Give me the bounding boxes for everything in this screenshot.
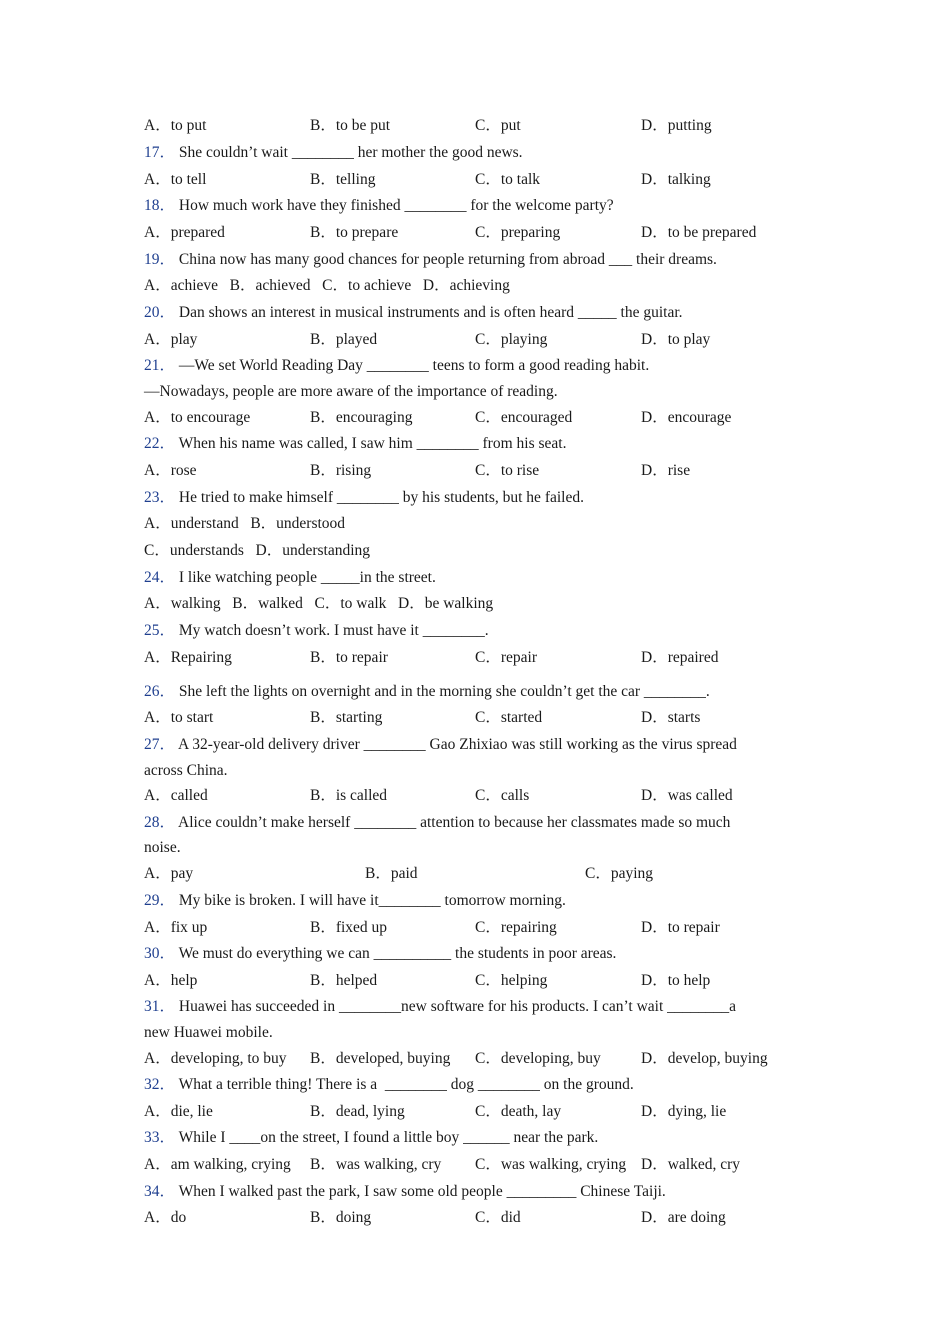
q29-option-a: A．fix up: [144, 919, 208, 936]
q33-option-a: A．am walking, crying: [144, 1156, 291, 1173]
q24-text: I like watching people _____in the street.: [175, 569, 436, 586]
q23-text: He tried to make himself ________ by his students, but he failed.: [175, 489, 584, 506]
q18-option-c: C．preparing: [475, 224, 561, 241]
q34-question: [144, 1182, 666, 1202]
q30-question: [144, 944, 616, 964]
q28-option-a: A．pay: [144, 865, 194, 882]
q31-text-line2: new Huawei mobile.: [144, 1024, 273, 1041]
q26-number: 26．: [144, 683, 176, 700]
q18-text: How much work have they finished ________ for the welcome party?: [175, 197, 614, 214]
q24-options: A．walking B．walked C．to walk D．be walking: [144, 595, 494, 612]
q33-text: While I ____on the street, I found a little boy ______ near the park.: [175, 1129, 599, 1146]
q33-option-b: B．was walking, cry: [310, 1156, 442, 1173]
q21-text: —We set World Reading Day ________ teens to form a good reading habit.: [175, 357, 650, 374]
q24-question: [144, 568, 436, 588]
q21-option-a: A．to encourage: [144, 409, 251, 426]
q32-text: What a terrible thing! There is a ________ dog ________ on the ground.: [175, 1076, 634, 1093]
q25-option-c: C．repair: [475, 649, 537, 666]
q31-option-b: B．developed, buying: [310, 1050, 451, 1067]
q17-option-b: B．telling: [310, 171, 376, 188]
q30-option-b: B．helped: [310, 972, 378, 989]
q27-text-line2: across China.: [144, 762, 228, 779]
q33-number: 33．: [144, 1129, 176, 1146]
q21-text-line2: —Nowadays, people are more aware of the importance of reading.: [144, 383, 558, 400]
q30-text: We must do everything we can __________ the students in poor areas.: [175, 945, 617, 962]
q34-text: When I walked past the park, I saw some old people _________ Chinese Taiji.: [175, 1183, 666, 1200]
q16-option-b: B．to be put: [310, 117, 391, 134]
q18-option-d: D．to be prepared: [641, 224, 757, 241]
q28-text-line2: noise.: [144, 839, 181, 856]
q19-options: A．achieve B．achieved C．to achieve D．achieving: [144, 277, 510, 294]
q16-option-a: A．to put: [144, 117, 207, 134]
q27-option-d: D．was called: [641, 787, 733, 804]
q22-option-b: B．rising: [310, 462, 372, 479]
q32-option-a: A．die, lie: [144, 1103, 213, 1120]
q23-options-line2: C．understands D．understanding: [144, 542, 371, 559]
q22-option-a: A．rose: [144, 462, 197, 479]
q28-number: 28．: [144, 814, 176, 831]
q22-number: 22．: [144, 435, 176, 452]
q17-question: [144, 143, 523, 163]
q30-option-c: C．helping: [475, 972, 548, 989]
q22-option-c: C．to rise: [475, 462, 540, 479]
q33-option-d: D．walked, cry: [641, 1156, 740, 1173]
q21-option-c: C．encouraged: [475, 409, 573, 426]
q21-question: [144, 356, 649, 376]
q31-option-d: D．develop, buying: [641, 1050, 768, 1067]
q20-number: 20．: [144, 304, 176, 321]
q21-number: 21．: [144, 357, 176, 374]
q27-text: A 32-year-old delivery driver ________ Gao Zhixiao was still working as the virus spread: [175, 736, 737, 753]
q32-option-b: B．dead, lying: [310, 1103, 405, 1120]
q18-option-a: A．prepared: [144, 224, 225, 241]
q31-text: Huawei has succeeded in ________new software for his products. I can’t wait ________a: [175, 998, 737, 1015]
q34-option-b: B．doing: [310, 1209, 372, 1226]
q32-question: [144, 1075, 634, 1095]
q29-option-c: C．repairing: [475, 919, 557, 936]
q25-option-b: B．to repair: [310, 649, 388, 666]
q25-option-d: D．repaired: [641, 649, 719, 666]
q28-option-c: C．paying: [585, 865, 654, 882]
q17-option-a: A．to tell: [144, 171, 207, 188]
q29-option-d: D．to repair: [641, 919, 720, 936]
q17-option-d: D．talking: [641, 171, 711, 188]
q20-option-d: D．to play: [641, 331, 711, 348]
q17-number: 17．: [144, 144, 176, 161]
q25-text: My watch doesn’t work. I must have it ________.: [175, 622, 489, 639]
q27-option-a: A．called: [144, 787, 208, 804]
q18-question: [144, 196, 614, 216]
q34-option-d: D．are doing: [641, 1209, 726, 1226]
q22-option-d: D．rise: [641, 462, 691, 479]
q18-option-b: B．to prepare: [310, 224, 399, 241]
q28-option-b: B．paid: [365, 865, 418, 882]
q32-number: 32．: [144, 1076, 176, 1093]
q27-question: [144, 735, 737, 755]
q19-number: 19．: [144, 251, 176, 268]
q30-option-a: A．help: [144, 972, 198, 989]
q16-option-c: C．put: [475, 117, 521, 134]
q16-option-d: D．putting: [641, 117, 712, 134]
q27-option-b: B．is called: [310, 787, 388, 804]
q25-question: [144, 621, 489, 641]
q26-option-b: B．starting: [310, 709, 383, 726]
q32-option-d: D．dying, lie: [641, 1103, 727, 1120]
q31-option-a: A．developing, to buy: [144, 1050, 287, 1067]
q28-text: Alice couldn’t make herself ________ attention to because her classmates made so much: [175, 814, 731, 831]
q27-number: 27．: [144, 736, 176, 753]
q26-option-a: A．to start: [144, 709, 214, 726]
q20-text: Dan shows an interest in musical instruments and is often heard _____ the guitar.: [175, 304, 683, 321]
q20-option-b: B．played: [310, 331, 378, 348]
q25-number: 25．: [144, 622, 176, 639]
q23-options-line1: A．understand B．understood: [144, 515, 346, 532]
q33-option-c: C．was walking, crying: [475, 1156, 627, 1173]
q31-question: [144, 997, 736, 1017]
q30-option-d: D．to help: [641, 972, 711, 989]
q22-question: [144, 434, 566, 454]
q26-option-c: C．started: [475, 709, 543, 726]
q34-option-c: C．did: [475, 1209, 521, 1226]
q30-number: 30．: [144, 945, 176, 962]
q20-option-c: C．playing: [475, 331, 548, 348]
q29-number: 29．: [144, 892, 176, 909]
q28-question: [144, 813, 730, 833]
q20-question: [144, 303, 683, 323]
q26-option-d: D．starts: [641, 709, 701, 726]
q26-text: She left the lights on overnight and in the morning she couldn’t get the car ________.: [175, 683, 710, 700]
q17-text: She couldn’t wait ________ her mother the good news.: [175, 144, 523, 161]
q25-option-a: A．Repairing: [144, 649, 232, 666]
q23-question: [144, 488, 584, 508]
q18-number: 18．: [144, 197, 176, 214]
q21-option-b: B．encouraging: [310, 409, 413, 426]
q31-number: 31．: [144, 998, 176, 1015]
q34-number: 34．: [144, 1183, 176, 1200]
q24-number: 24．: [144, 569, 176, 586]
q20-option-a: A．play: [144, 331, 198, 348]
q29-question: [144, 891, 566, 911]
q23-number: 23．: [144, 489, 176, 506]
q19-text: China now has many good chances for people returning from abroad ___ their dreams.: [175, 251, 717, 268]
q19-question: [144, 250, 717, 270]
q34-option-a: A．do: [144, 1209, 187, 1226]
q29-text: My bike is broken. I will have it________ tomorrow morning.: [175, 892, 566, 909]
q29-option-b: B．fixed up: [310, 919, 388, 936]
q22-text: When his name was called, I saw him ________ from his seat.: [175, 435, 567, 452]
q33-question: [144, 1128, 598, 1148]
q31-option-c: C．developing, buy: [475, 1050, 601, 1067]
q26-question: [144, 682, 710, 702]
q17-option-c: C．to talk: [475, 171, 541, 188]
q21-option-d: D．encourage: [641, 409, 732, 426]
q32-option-c: C．death, lay: [475, 1103, 562, 1120]
q27-option-c: C．calls: [475, 787, 530, 804]
